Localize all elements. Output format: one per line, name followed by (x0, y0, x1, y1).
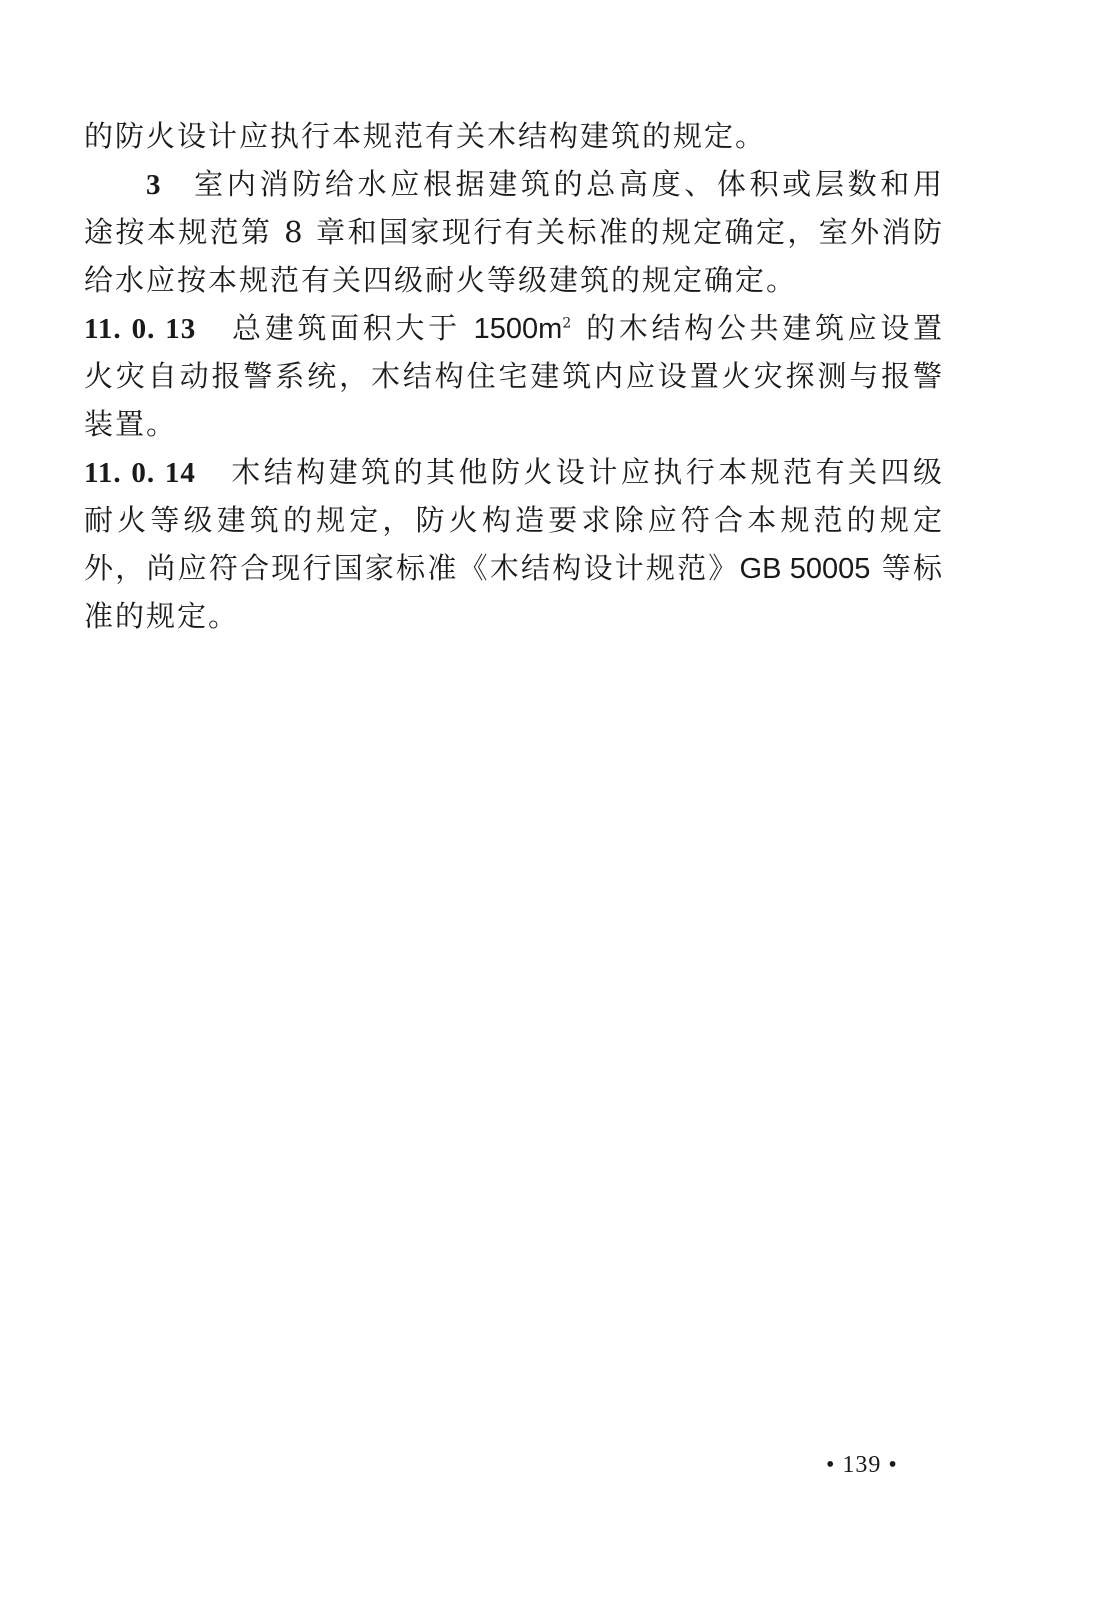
paragraph-continuation (84, 112, 944, 160)
clause-11-0-13-line-3 (84, 400, 944, 448)
text-line: 的防火设计应执行本规范有关木结构建筑的规定。 (84, 119, 767, 153)
clause-11-0-14-line-3 (84, 544, 944, 592)
area-value: 1500m (473, 313, 563, 345)
text-line: 室内消防给水应根据建筑的总高度、体积或层数和用 (192, 167, 944, 201)
item-3-line-1 (84, 160, 944, 208)
text-line: 准的规定。 (84, 599, 240, 633)
clause-11-0-13-line-1 (84, 304, 944, 352)
item-3-line-2 (84, 208, 944, 256)
text-line: 总建筑面积大于 (230, 311, 474, 345)
body-text (84, 112, 944, 640)
page-number: • 139 • (826, 1452, 898, 1478)
clause-11-0-13-line-2 (84, 352, 944, 400)
clause-11-0-14-line-2 (84, 496, 944, 544)
clause-11-0-14-line-1 (84, 448, 944, 496)
text-line: 等标 (870, 551, 944, 585)
text-line: 给水应按本规范有关四级耐火等级建筑的规定确定。 (84, 263, 798, 297)
clause-11-0-14-line-4 (84, 592, 944, 640)
text-line: 装置。 (84, 407, 178, 441)
item-number: 3 (146, 169, 163, 201)
item-3-line-3 (84, 256, 944, 304)
text-line: 耐火等级建筑的规定，防火构造要求除应符合本规范的规定 (84, 503, 944, 537)
clause-number: 11. 0. 13 (84, 313, 197, 345)
text-line: 木结构建筑的其他防火设计应执行本规范有关四级 (229, 455, 944, 489)
standard-code: GB 50005 (739, 553, 871, 585)
text-line: 外，尚应符合现行国家标准《木结构设计规范》 (84, 551, 740, 585)
text-line: 火灾自动报警系统，木结构住宅建筑内应设置火灾探测与报警 (84, 359, 944, 393)
text-line: 途按本规范第 8 章和国家现行有关标准的规定确定，室外消防 (84, 215, 944, 249)
clause-number: 11. 0. 14 (84, 457, 196, 489)
area-exponent: 2 (562, 315, 574, 332)
text-line: 的木结构公共建筑应设置 (573, 311, 945, 345)
